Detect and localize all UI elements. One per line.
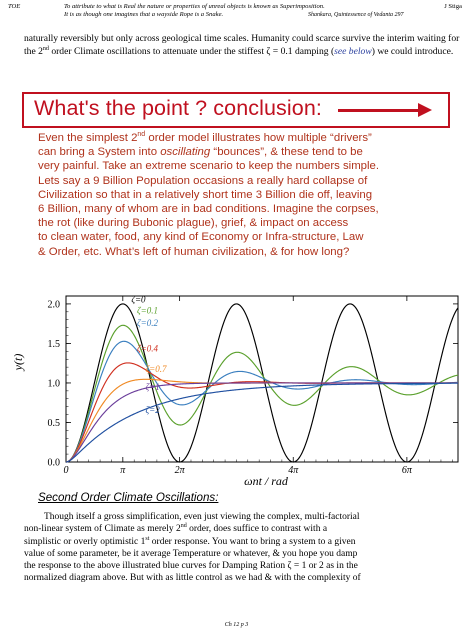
series-label: ζ=1	[145, 382, 160, 393]
callout-title: What's the point ? conclusion:	[34, 96, 322, 120]
conclusion-line: Civilization so that in a relatively short time 3 Billion die off, leaving	[38, 188, 373, 201]
body-sup: st	[145, 535, 150, 542]
header-quote-line1: To attribute to what is Real the nature or properties of unreal objects is known as Superimposition.	[64, 3, 325, 10]
conclusion-callout-box	[22, 92, 450, 128]
conclusion-text: order model illustrates how multiple “drivers”	[145, 132, 372, 144]
y-tick-label: 1.5	[47, 338, 60, 350]
conclusion-line: the rot (like during Bubonic plague), grief, & impact on access	[38, 217, 349, 230]
section-body	[24, 511, 464, 585]
body-text: simplistic or overly optimistic 1	[24, 536, 146, 547]
x-tick-label: 0	[63, 465, 69, 476]
see-below-link[interactable]: see below	[334, 45, 372, 57]
right-arrow-icon	[338, 109, 420, 112]
x-tick-label: π	[120, 465, 126, 476]
conclusion-line: very painful. Take an extreme scenario to keep the numbers simple.	[38, 160, 380, 173]
y-tick-label: 1.0	[47, 378, 60, 390]
body-line	[24, 523, 464, 535]
header-author: J Stiga	[444, 3, 462, 10]
header-quote-source: Shankara, Quintessence of Vedanta 297	[308, 12, 404, 18]
conclusion-line: Lets say a 9 Billion Population occasions a really hard collapse of	[38, 174, 368, 187]
conclusion-italic: oscillating	[160, 146, 211, 159]
conclusion-sup: nd	[137, 131, 146, 139]
series-label: ζ=2	[145, 404, 160, 415]
body-sup: nd	[180, 523, 187, 530]
intro-text-3: ) we could introduce.	[371, 45, 454, 57]
conclusion-paragraph	[38, 131, 462, 259]
conclusion-text: can bring a System into	[38, 146, 161, 159]
conclusion-text: Even the simplest 2	[38, 132, 138, 144]
series-label: ζ=0.2	[137, 318, 158, 329]
x-tick-label: 4π	[288, 465, 299, 476]
conclusion-text: “bounces”, & these tend to be	[210, 146, 363, 159]
intro-text-1: naturally reversibly but only across geological time scales. Humanity could scarce survive the interim waiting for the 2	[24, 33, 460, 57]
plot-frame	[66, 296, 458, 462]
body-line: the response to the above illustrated blue curves for Damping Ration ζ = 1 or 2 as in the	[24, 561, 358, 572]
x-tick-label: 6π	[401, 465, 412, 476]
step-response-chart	[0, 286, 473, 488]
header-quote-line2: It is as though one imagines that a wayside Rope is a Snake.	[64, 11, 224, 18]
series-label: ζ=0	[131, 294, 146, 305]
body-line: Though itself a gross simplification, even just viewing the complex, multi-factorial	[44, 512, 360, 522]
series-label: ζ=0.7	[145, 363, 167, 374]
intro-text-2: order Climate oscillations to attenuate under the stiffest ζ = 0.1 damping (	[48, 45, 335, 57]
x-tick-label: 2π	[174, 465, 185, 476]
page-footer: Ch 12 p 3	[224, 622, 249, 628]
page-header	[8, 3, 468, 29]
body-line: normalized diagram above. But with as little control as we had & with the complexity of	[24, 573, 361, 584]
section-heading: Second Order Climate Oscillations:	[38, 491, 219, 504]
body-text: non-linear system of Climate as merely 2	[24, 524, 181, 535]
conclusion-line	[38, 131, 462, 145]
conclusion-line	[38, 145, 462, 159]
body-line	[24, 536, 464, 548]
x-axis-label: ωnt / rad	[244, 474, 288, 488]
y-tick-label: 0.0	[47, 457, 60, 469]
body-text: order, does suffice to contrast with a	[186, 524, 328, 535]
arrowhead-icon	[418, 103, 432, 117]
series-label: ζ=0.4	[137, 343, 158, 354]
conclusion-line: to clean water, food, any kind of Economy or Infra-structure, Law	[38, 231, 364, 244]
y-tick-label: 0.5	[47, 417, 60, 429]
y-axis-label: y(t)	[11, 353, 25, 371]
header-left: TOE	[8, 3, 21, 10]
conclusion-line: 6 Billion, many of whom are in bad conditions. Imagine the corpses,	[38, 203, 379, 216]
series-label: ζ=0.1	[137, 305, 158, 316]
body-text: order response. You want to bring a system to a given	[149, 536, 356, 547]
intro-sup: nd	[42, 45, 49, 52]
y-tick-label: 2.0	[47, 299, 60, 311]
body-line: value of some parameter, be it average Temperature or whatever, & you hope you damp	[24, 548, 358, 559]
conclusion-line: & Order, etc. What’s left of human civilization, & for how long?	[38, 245, 350, 258]
intro-paragraph	[24, 33, 460, 58]
